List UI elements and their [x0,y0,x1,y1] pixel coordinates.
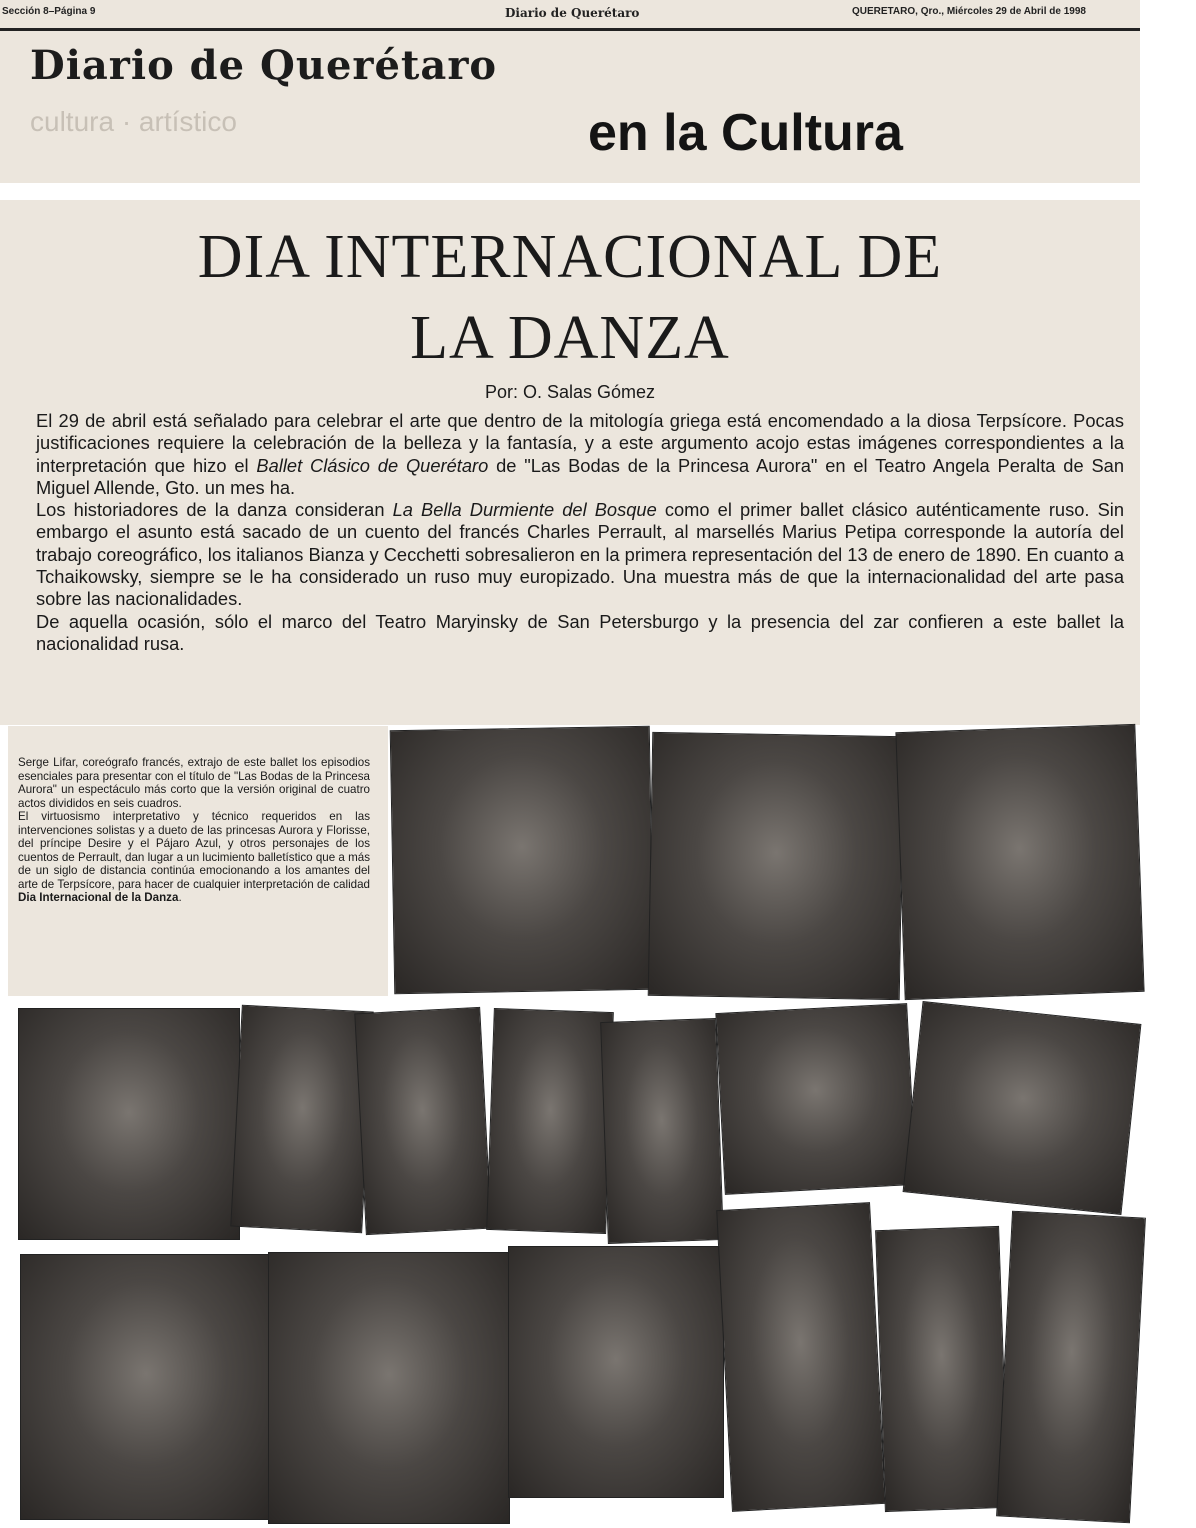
sidebar-paragraph-1: Serge Lifar, coreógrafo francés, extrajo de este ballet los episodios esenciales para presentar con el título de "Las Bodas de la Princesa Aurora" un espectáculo más corto que la versión original de cuatro actos divididos en seis cuadros. [18,756,370,810]
byline: Por: O. Salas Gómez [484,382,656,402]
ballet-photo [996,1211,1146,1524]
ballet-photo [875,1226,1009,1512]
paragraph-3: De aquella ocasión, sólo el marco del Teatro Maryinsky de San Petersburgo y la presencia del zar confieren a este ballet la nacionalidad rusa. [36,610,1124,654]
sidebar-paragraph-2: El virtuosismo interpretativo y técnico requeridos en las intervenciones solistas y a dueto de las princesas Aurora y Florisse, del príncipe Desire y el Pájaro Azul, y otros personajes de los cuentos de Perrault, dan lugar a un lucimiento balletístico que a más de un siglo de distancia continúa emocionando a los amantes del arte de Terpsícore, para hacer de cualquier interpretación de calidad Dia Internacional de la Danza. [18,810,370,904]
location-date: QUERETARO, Qro., Miércoles 29 de Abril de 1998 [852,6,1086,17]
ballet-photo [354,1007,491,1235]
company-name: Ballet Clásico de Querétaro [256,454,489,476]
section-title: en la Cultura [588,104,903,162]
ballet-photo [508,1246,724,1498]
headline-line-2: LA DANZA [410,304,730,372]
section-page-label: Sección 8–Página 9 [2,6,96,17]
sidebar-highlight: Dia Internacional de la Danza [18,891,179,904]
ballet-photo [18,1008,240,1240]
article-body [36,410,1124,655]
ballet-photo [895,724,1144,1000]
ballet-photo [600,1018,724,1244]
ballet-photo [230,1005,373,1234]
paragraph-1: El 29 de abril está señalado para celebrar el arte que dentro de la mitología griega está encomendado a la diosa Terpsícore. Pocas justificaciones requiere la celebración de la belleza y la fantasía, y a este argumento acojo estas imágenes correspondientes a la interpretación que hizo el Ballet Clásico de Querétaro de "Las Bodas de la Princesa Aurora" en el Teatro Angela Peralta de San Miguel Allende, Gto. un mes ha. [36,410,1125,498]
ballet-photo [716,1202,886,1512]
headline-line-1: DIA INTERNACIONAL DE [197,223,943,291]
masthead-logo: Diario de Querétaro [30,42,498,89]
ballet-title: La Bella Durmiente del Bosque [392,499,657,521]
ballet-photo [20,1254,272,1520]
paper-name-small: Diario de Querétaro [505,6,640,20]
ballet-photo [390,726,655,994]
ballet-photo [486,1008,614,1234]
ballet-photo [903,1001,1142,1215]
sidebar-caption [18,756,370,905]
ghost-text: cultura · artístico [30,106,237,137]
header-strip [0,0,1140,30]
ballet-photo [268,1252,510,1524]
ballet-photo [648,732,905,1000]
ballet-photo [715,1003,916,1195]
paragraph-2: Los historiadores de la danza consideran La Bella Durmiente del Bosque como el primer ballet clásico auténticamente ruso. Sin embargo el asunto está sacado de un cuento del francés Charles Perrault, al marsellés Marius Petipa corresponde la autoría del trabajo coreográfico, los italianos Bianza y Cecchetti sobresalieron en la primera representación del 13 de enero de 1890. En cuanto a Tchaikowsky, siempre se le ha considerado un ruso muy europizado. Una muestra más de que la internacionalidad del arte pasa sobre las nacionalidades. [36,499,1124,610]
